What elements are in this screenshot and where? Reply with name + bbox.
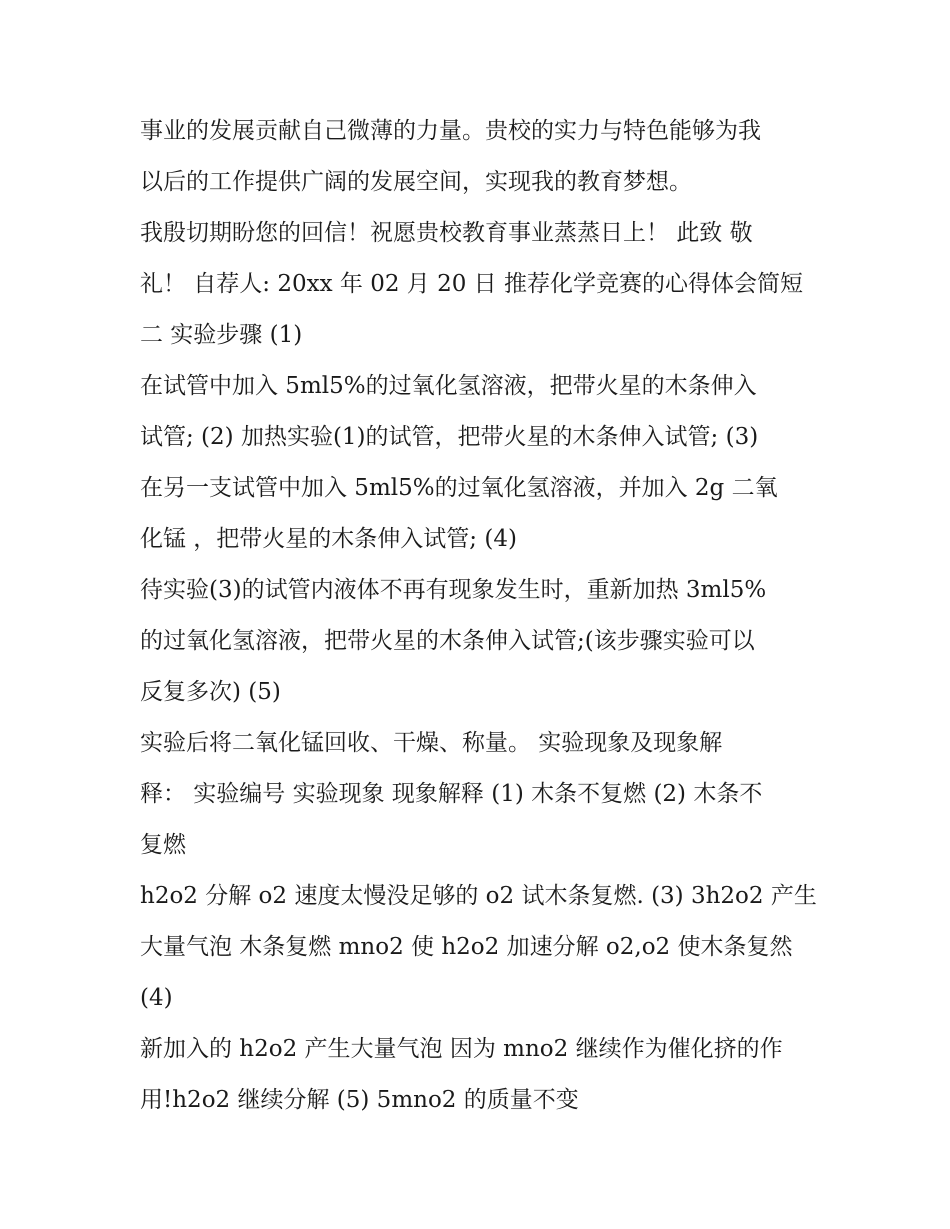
text-line: 用!h2o2 继续分解 (5) 5mno2 的质量不变	[140, 1087, 579, 1113]
text-line: 释： 实验编号 实验现象 现象解释 (1) 木条不复燃 (2) 木条不	[140, 781, 763, 807]
text-line: 在另一支试管中加入 5ml5%的过氧化氢溶液，并加入 2g 二氧	[140, 475, 778, 501]
text-line: 复燃	[140, 832, 186, 858]
text-line: 反复多次) (5)	[140, 679, 281, 705]
text-line: 在试管中加入 5ml5%的过氧化氢溶液，把带火星的木条伸入	[140, 373, 757, 399]
text-line: 事业的发展贡献自己微薄的力量。贵校的实力与特色能够为我	[140, 118, 761, 144]
text-line: 礼！ 自荐人: 20xx 年 02 月 20 日 推荐化学竞赛的心得体会简短	[140, 271, 803, 297]
text-line: 试管; (2) 加热实验(1)的试管，把带火星的木条伸入试管; (3)	[140, 424, 759, 450]
text-line: 大量气泡 木条复燃 mno2 使 h2o2 加速分解 o2,o2 使木条复然	[140, 934, 793, 960]
text-line: h2o2 分解 o2 速度太慢没足够的 o2 试木条复燃. (3) 3h2o2 产生	[140, 883, 817, 909]
text-line: 的过氧化氢溶液，把带火星的木条伸入试管;(该步骤实验可以	[140, 628, 755, 654]
text-line: 化锰 ，把带火星的木条伸入试管; (4)	[140, 526, 517, 552]
text-line: 以后的工作提供广阔的发展空间，实现我的教育梦想。	[140, 169, 692, 195]
text-line: 实验后将二氧化锰回收、干燥、称量。 实验现象及现象解	[140, 730, 723, 756]
text-line: 二 实验步骤 (1)	[140, 322, 303, 348]
text-line: 新加入的 h2o2 产生大量气泡 因为 mno2 继续作为催化挤的作	[140, 1036, 783, 1062]
body-text	[140, 106, 830, 1126]
text-line: 我殷切期盼您的回信！祝愿贵校教育事业蒸蒸日上！ 此致 敬	[140, 220, 753, 246]
text-line: (4)	[140, 985, 173, 1011]
text-line: 待实验(3)的试管内液体不再有现象发生时，重新加热 3ml5%	[140, 577, 767, 603]
